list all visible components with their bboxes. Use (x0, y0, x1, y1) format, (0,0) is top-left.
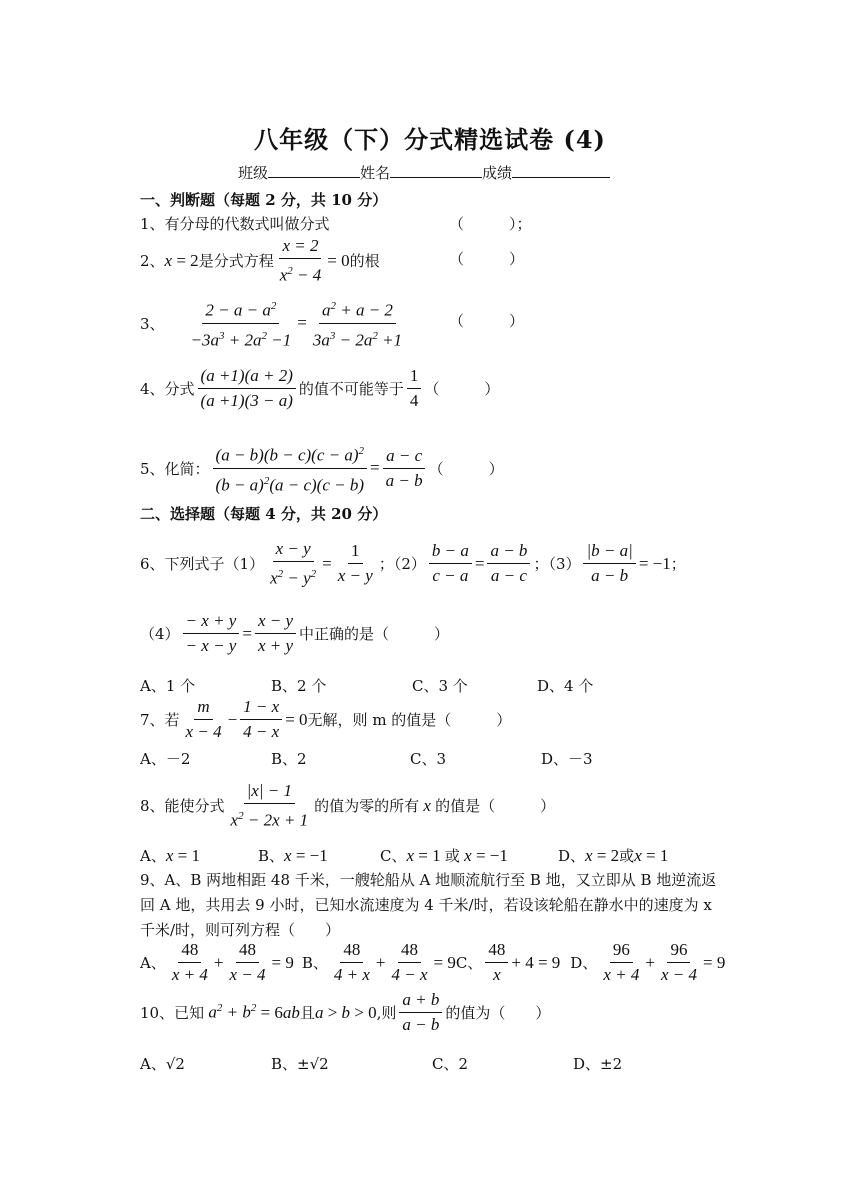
score-blank[interactable] (512, 163, 610, 178)
section1-heading: 一、判断题（每题 2 分，共 10 分） (140, 191, 388, 209)
fraction-q4: $\frac{(a +1)(a + 2)}{(a +1)(3 - a)}$ (198, 366, 296, 411)
q8-option-a[interactable]: A、x = 1 (140, 846, 200, 865)
score-label: 成绩 (482, 164, 513, 182)
q9-option-b[interactable]: B、 $\frac{48}{4 + x}$ + $\frac{48}{4 - x}$ = 9 (301, 940, 456, 984)
question-4 (140, 366, 499, 411)
q10-option-c[interactable]: C、2 (432, 1055, 469, 1073)
question-6-tail: 中正确的是（ ） (299, 625, 450, 643)
question-6-part4: （4） $\frac{- x + y}{- x - y}$ = $\frac{x - y}{x + y}$ 中正确的是（ ） (140, 611, 450, 655)
answer-paren-4[interactable]: （ ） (424, 380, 500, 398)
question-6-part3: ；（3） (533, 555, 581, 574)
question-1 (140, 213, 330, 234)
question-5: 5、化简： $\frac{(a - b)(b - c)(c - a)^2}{(b - a)^2(a - c)(c - b)}$ = $\frac{a - c}{a - b}$ （ ） (140, 441, 504, 495)
q10-option-b[interactable]: B、±√2 (271, 1055, 329, 1073)
q10-option-d[interactable]: D、±2 (573, 1055, 623, 1073)
question-1-text: 1、有分母的代数式叫做分式 (140, 215, 330, 233)
fraction-q3-left: $\frac{2 - a - a^2}{-3a^3 + 2a^2 -1}$ (188, 296, 295, 350)
q10-option-a[interactable]: A、√2 (140, 1055, 185, 1073)
question-6-prefix: 6、下列式子（1） (140, 555, 265, 574)
q9-option-d[interactable]: D、 $\frac{96}{x + 4}$ + $\frac{96}{x - 4}$ = 9 (570, 940, 726, 984)
q9-option-c[interactable]: C、 $\frac{48}{x}$ + 4 = 9 (455, 940, 561, 984)
q6-option-b[interactable]: B、2 个 (271, 677, 327, 695)
answer-paren-1[interactable]: （ ）； (449, 215, 532, 233)
question-6-end: ； (670, 555, 686, 574)
question-2-mid: 是分式方程 (198, 252, 274, 271)
q8-option-c[interactable]: C、x = 1 或 x = −1 (380, 846, 508, 865)
question-8-tail: 的值是（ ） (435, 797, 556, 816)
q6-option-a[interactable]: A、1 个 (140, 677, 196, 695)
question-6-part2: ；（2） (378, 555, 426, 574)
q6-option-c[interactable]: C、3 个 (412, 677, 468, 695)
q9-options (140, 940, 725, 985)
q9-option-a[interactable]: A、 $\frac{48}{x + 4}$ + $\frac{48}{x - 4}$ = 9 (140, 940, 294, 984)
question-7-tail: 无解，则 m 的值是（ ） (307, 711, 512, 729)
q8-option-d[interactable]: D、x = 2或x = 1 (558, 846, 669, 865)
question-5-prefix: 5、化简： (140, 459, 210, 478)
question-10-cond: 且 (299, 1004, 315, 1022)
class-blank[interactable] (268, 163, 360, 178)
fraction-q2: $\frac{x = 2}{x^2 - 4}$ (279, 236, 322, 285)
question-6-p4-label: （4） (140, 625, 180, 643)
class-label: 班级 (238, 164, 269, 182)
question-7: 7、若 $\frac{m}{x - 4}$ − $\frac{1 - x}{4 - x}$ = 0 无解，则 m 的值是（ ） (140, 697, 512, 741)
question-3: 3、 $\frac{2 - a - a^2}{-3a^3 + 2a^2 -1}$ = $\frac{a^2 + a - 2}{3a^3 - 2a^2 +1}$ (140, 296, 408, 350)
fraction-q3-right: $\frac{a^2 + a - 2}{3a^3 - 2a^2 +1}$ (310, 296, 405, 350)
question-10-tail: 的值为（ ） (445, 1004, 551, 1022)
question-7-prefix: 7、若 (140, 711, 180, 729)
q7-option-b[interactable]: B、2 (271, 750, 307, 768)
name-label: 姓名 (360, 164, 391, 182)
answer-paren-5[interactable]: （ ） (428, 459, 504, 478)
fraction-q4-quarter: $\frac{1}{4}$ (407, 366, 422, 411)
answer-paren-2[interactable]: （ ） (449, 250, 525, 268)
section2-heading: 二、选择题（每题 4 分，共 20 分） (140, 505, 388, 523)
question-2: 2、 x = 2 是分式方程 $\frac{x = 2}{x^2 - 4}$ = 0 的根 (140, 236, 380, 285)
question-4-mid: 的值不可能等于 (298, 380, 404, 398)
q8-option-b[interactable]: B、x = −1 (258, 846, 328, 865)
answer-paren-3[interactable]: （ ） (449, 312, 525, 330)
question-2-prefix: 2、 (140, 252, 165, 271)
question-8-prefix: 8、能使分式 (140, 797, 225, 816)
question-10-comma: ,则 (376, 1004, 397, 1022)
q7-option-a[interactable]: A、－2 (140, 750, 191, 768)
fraction-q5-left: $\frac{(a - b)(b - c)(c - a)^2}{(b - a)^2(a - c)(c - b)}$ (213, 441, 367, 495)
question-8-mid: 的值为零的所有 (314, 797, 420, 816)
question-4-prefix: 4、分式 (140, 380, 195, 398)
student-info-line (238, 162, 610, 183)
question-6: 6、下列式子（1） $\frac{x - y}{x^2 - y^2}$ = $\frac{1}{x - y}$ ；（2） $\frac{b - a}{c - a}$ = $\frac{a - b}{a - c}$ ；（3） $\frac{|b - a|}{a - b}$ = −1 ； (140, 539, 686, 588)
name-blank[interactable] (390, 163, 482, 178)
question-8: 8、能使分式 $\frac{|x| - 1}{x^2 - 2x + 1}$ 的值为零的所有 x 的值是（ ） (140, 781, 556, 830)
question-2-end: 的根 (349, 252, 380, 271)
question-3-prefix: 3、 (140, 314, 165, 333)
question-10-prefix: 10、已知 (140, 1004, 205, 1022)
question-9: 9、A、B 两地相距 48 千米，一艘轮船从 A 地顺流航行至 B 地，又立即从 B 地逆流返回 A 地，共用去 9 小时，已知水流速度为 4 千米/时，若设该轮船在静水中的速度为 x 千米/时，则可列方程（ ） (140, 871, 717, 939)
q7-option-c[interactable]: C、3 (410, 750, 447, 768)
q6-option-d[interactable]: D、4 个 (537, 677, 594, 695)
fraction-q5-right: $\frac{a - c}{a - b}$ (383, 446, 426, 491)
question-10: 10、已知 $a^2 + b^2$ = 6 ab 且 a > b > 0 ,则 $\frac{a + b}{a - b}$ 的值为（ ） (140, 990, 551, 1034)
page-title: 八年级（下）分式精选试卷 (4) (254, 125, 606, 154)
q7-option-d[interactable]: D、－3 (541, 750, 593, 768)
